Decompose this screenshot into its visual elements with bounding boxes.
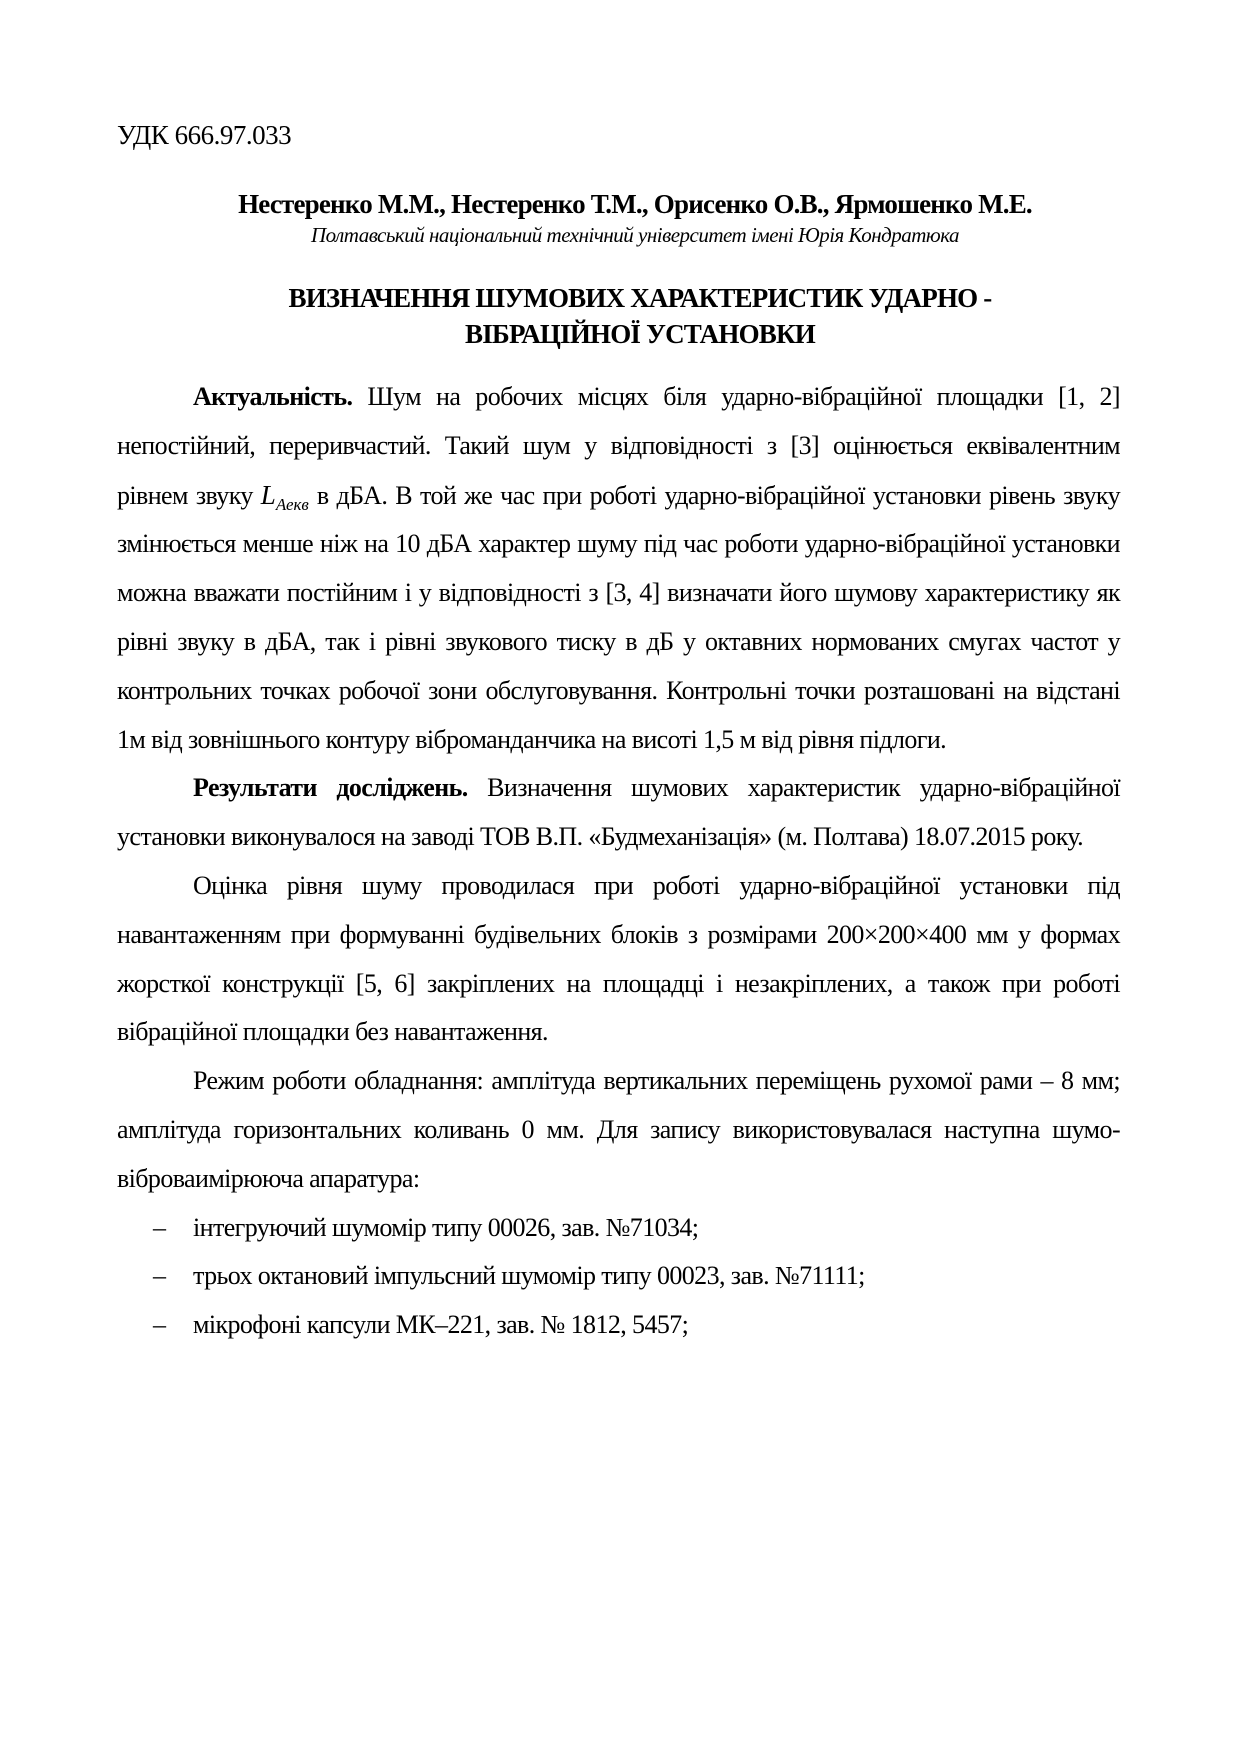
affiliation-line: [0, 222, 1240, 248]
authors-line: [0, 188, 1240, 220]
affiliation-text: Полтавський національний технічний університет імені Юрія Кондратюка: [310, 223, 960, 247]
math-symbol-laekv: [260, 479, 309, 514]
authors-text: Нестеренко М.М., Нестеренко Т.М., Орисенко О.В., Ярмошенко М.Е.: [238, 189, 1032, 219]
list-dash-marker: –: [153, 1261, 166, 1291]
paragraph-text: Шум на робочих місцях біля ударно-вібраційної площадки [1, 2] непостійний, переривчастий. Такий шум у відповідності з [3] оцінюється еквівалентним рівнем звуку: [117, 382, 1120, 510]
paragraph-text: Оцінка рівня шуму проводилася при роботі ударно-вібраційної установки під навантаженням при формуванні будівельних блоків з розмірами 200×200×400 мм у формах жорсткої конструкції [5, 6] закріплених на площадці і незакріплених, а також при роботі вібраційної площадки без навантаження.: [117, 870, 1120, 1047]
paragraph-text: Визначення шумових характеристик ударно-вібраційної установки виконувалося на заводі ТОВ В.П. «Будмеханізація» (м. Полтава) 18.07.2015 року.: [117, 773, 1120, 852]
list-item: [153, 1252, 1120, 1301]
udk-code: [117, 120, 291, 150]
list-item-text: трьох октановий імпульсний шумомір типу 00023, зав. №71111;: [193, 1261, 865, 1291]
paragraph-noise-assessment: [117, 862, 1120, 1057]
list-dash-marker: –: [153, 1212, 166, 1242]
math-symbol-subscript: Аекв: [275, 494, 309, 514]
paragraph-relevance: [117, 373, 1120, 764]
udk-text: УДК 666.97.033: [117, 120, 292, 150]
title-line-1: ВИЗНАЧЕННЯ ШУМОВИХ ХАРАКТЕРИСТИК УДАРНО -: [288, 283, 992, 313]
list-item: [153, 1204, 1120, 1253]
list-item-text: інтегруючий шумомір типу 00026, зав. №71034;: [193, 1212, 699, 1242]
list-item: [153, 1301, 1120, 1350]
math-symbol-main: L: [260, 479, 276, 510]
list-item-text: мікрофоні капсули МК–221, зав. № 1812, 5457;: [193, 1310, 689, 1340]
paragraph-text: Режим роботи обладнання: амплітуда вертикальних переміщень рухомої рами – 8 мм; амплітуда горизонтальних коливань 0 мм. Для запису використовувалася наступна шумо-віброваимірююча апаратура:: [117, 1066, 1120, 1193]
equipment-list: [117, 1204, 1120, 1350]
body-text: [117, 373, 1120, 1350]
paragraph-results: [117, 764, 1120, 862]
paragraph-lead-results: Результати досліджень.: [193, 773, 468, 803]
title-line-2: ВІБРАЦІЙНОЇ УСТАНОВКИ: [465, 319, 815, 349]
list-dash-marker: –: [153, 1310, 166, 1340]
paper-title: [0, 280, 1240, 352]
paragraph-text: в дБА. В той же час при роботі ударно-вібраційної установки рівень звуку змінюється менше ніж на 10 дБА характер шуму під час роботи ударно-вібраційної установки можна вважати постійним і у відповідності з [3, 4] визначати його шумову характеристику як рівні звуку в дБА, так і рівні звукового тиску в дБ у октавних нормованих смугах частот у контрольних точках робочої зони обслуговування. Контрольні точки розташовані на відстані 1м від зовнішнього контуру віброманданчика на висоті 1,5 м від рівня підлоги.: [117, 480, 1121, 754]
paragraph-operating-mode: [117, 1057, 1120, 1203]
paragraph-lead-relevance: Актуальність.: [193, 382, 353, 411]
